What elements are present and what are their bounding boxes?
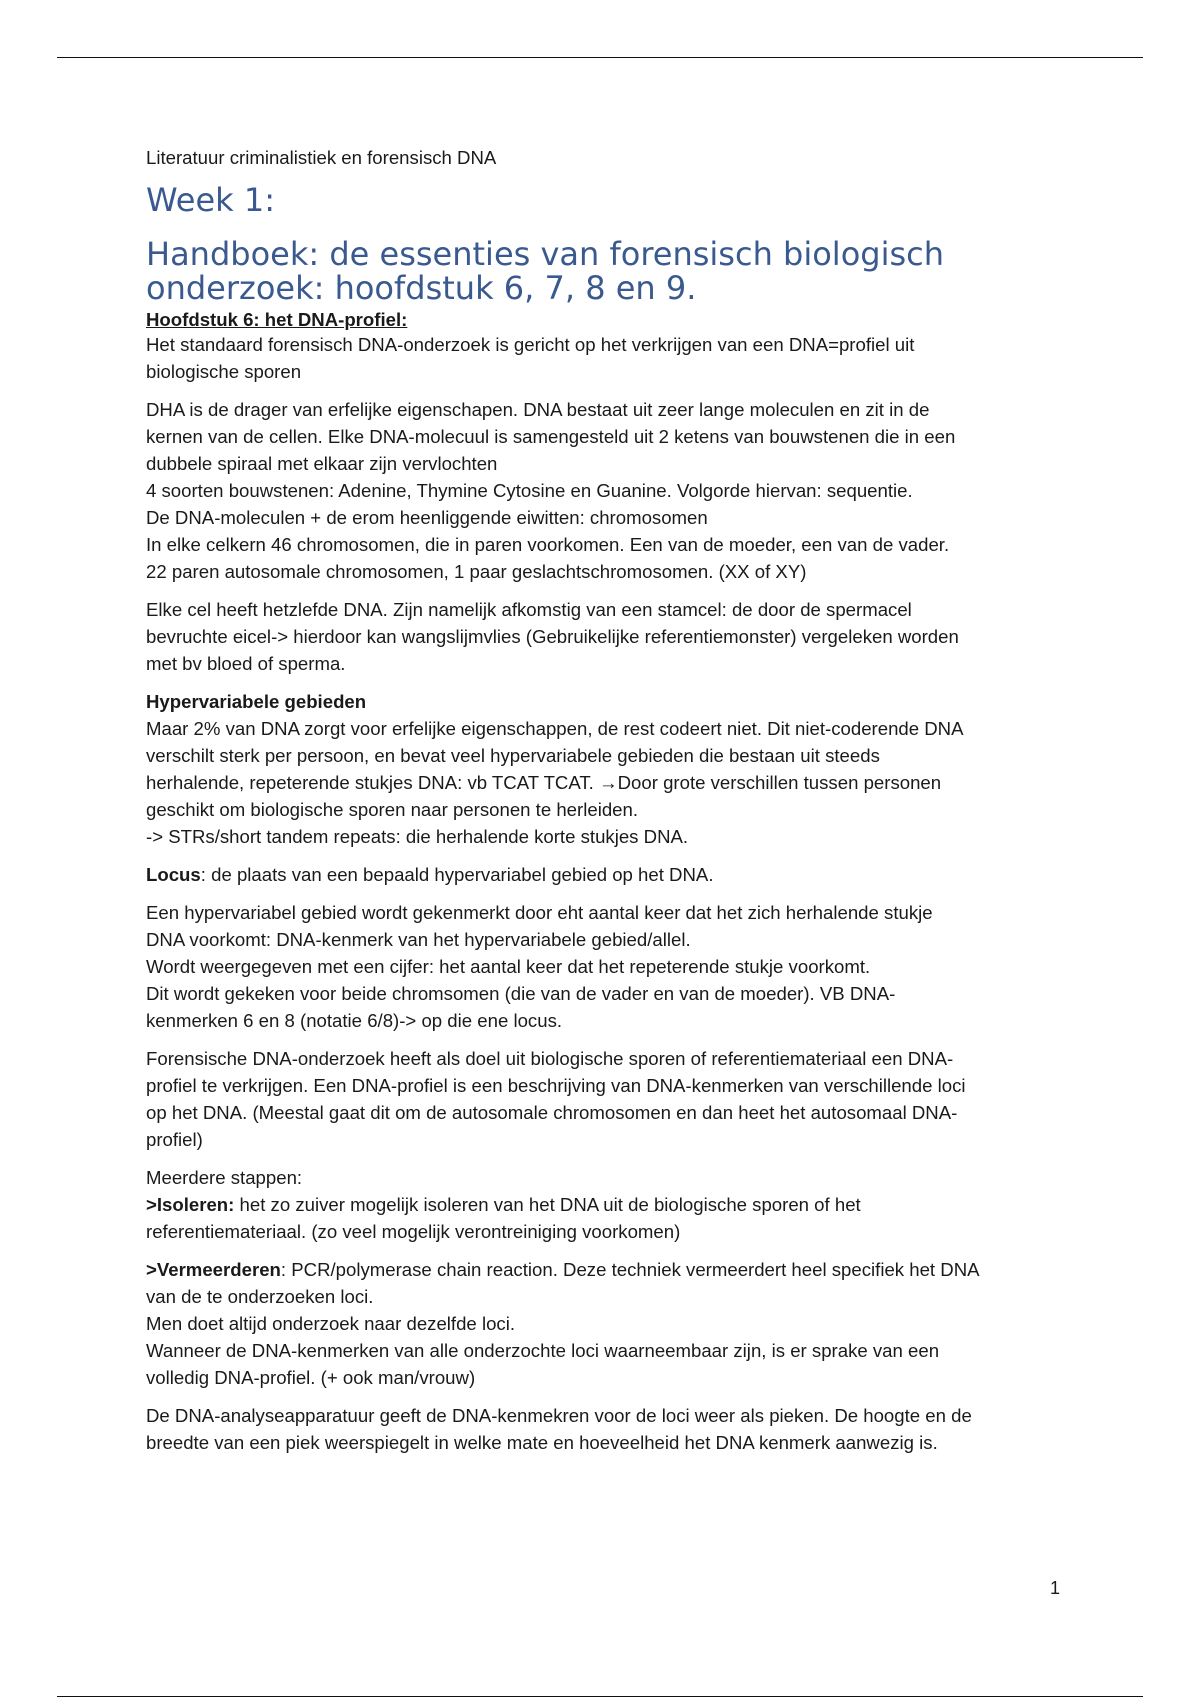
text-line: herhalende, repeterende stukjes DNA: vb TCAT TCAT. →Door grote verschillen tussen personen bbox=[146, 772, 942, 793]
text-line bbox=[146, 1256, 1066, 1283]
text-line: biologische sporen bbox=[146, 361, 302, 382]
heading-week: Week 1: bbox=[146, 181, 275, 219]
text-line: verschilt sterk per persoon, en bevat veel hypervariabele gebieden die bestaan uit steeds bbox=[146, 745, 880, 766]
paragraph-locus bbox=[146, 861, 1066, 888]
paragraph-steps-isolate bbox=[146, 1164, 1066, 1245]
text-line: Men doet altijd onderzoek naar dezelfde loci. bbox=[146, 1313, 516, 1334]
text-line: bevruchte eicel-> hierdoor kan wangslijmvlies (Gebruikelijke referentiemonster) vergeleken worden bbox=[146, 626, 959, 647]
text-line: Maar 2% van DNA zorgt voor erfelijke eigenschappen, de rest codeert niet. Dit niet-coderende DNA bbox=[146, 718, 964, 739]
text-line: Forensische DNA-onderzoek heeft als doel uit biologische sporen of referentiemateriaal een DNA- bbox=[146, 1048, 954, 1069]
text-line: Een hypervariabel gebied wordt gekenmerkt door eht aantal keer dat het zich herhalende stukje bbox=[146, 902, 933, 923]
text-line: op het DNA. (Meestal gaat dit om de autosomale chromosomen en dan heet het autosomaal DNA- bbox=[146, 1102, 958, 1123]
text-line: referentiemateriaal. (zo veel mogelijk verontreiniging voorkomen) bbox=[146, 1221, 681, 1242]
isolate-text: het zo zuiver mogelijk isoleren van het DNA uit de biologische sporen of het bbox=[234, 1194, 861, 1215]
text-line: dubbele spiraal met elkaar zijn vervlochten bbox=[146, 453, 498, 474]
text-line: DHA is de drager van erfelijke eigenschapen. DNA bestaat uit zeer lange moleculen en zit in de bbox=[146, 399, 930, 420]
header-rule bbox=[57, 57, 1143, 58]
term-locus: Locus bbox=[146, 864, 201, 885]
paragraph-hypervariable bbox=[146, 715, 1066, 850]
heading-line: Handboek: de essenties van forensisch biologisch bbox=[146, 235, 945, 273]
text-line: 4 soorten bouwstenen: Adenine, Thymine Cytosine en Guanine. Volgorde hiervan: sequentie. bbox=[146, 480, 913, 501]
text-line: van de te onderzoeken loci. bbox=[146, 1286, 374, 1307]
text-line: Het standaard forensisch DNA-onderzoek is gericht op het verkrijgen van een DNA=profiel uit bbox=[146, 334, 915, 355]
text-line: Wordt weergegeven met een cijfer: het aantal keer dat het repeterende stukje voorkomt. bbox=[146, 956, 871, 977]
subheading-hypervariable: Hypervariabele gebieden bbox=[146, 691, 367, 712]
heading-line: onderzoek: hoofdstuk 6, 7, 8 en 9. bbox=[146, 269, 697, 307]
text-line: -> STRs/short tandem repeats: die herhalende korte stukjes DNA. bbox=[146, 826, 689, 847]
text-line: profiel te verkrijgen. Een DNA-profiel is een beschrijving van DNA-kenmerken van verschillende loci bbox=[146, 1075, 966, 1096]
text-line: kenmerken 6 en 8 (notatie 6/8)-> op die ene locus. bbox=[146, 1010, 563, 1031]
document-title: Literatuur criminalistiek en forensisch DNA bbox=[146, 147, 497, 168]
section-title: Hoofdstuk 6: het DNA-profiel: bbox=[146, 309, 408, 330]
text-line: Wanneer de DNA-kenmerken van alle onderzochte loci waarneembaar zijn, is er sprake van een bbox=[146, 1340, 940, 1361]
text-line: geschikt om biologische sporen naar personen te herleiden. bbox=[146, 799, 639, 820]
paragraph-intro bbox=[146, 331, 1066, 385]
text-line: DNA voorkomt: DNA-kenmerk van het hypervariabele gebied/allel. bbox=[146, 929, 691, 950]
page-number: 1 bbox=[1049, 1578, 1060, 1598]
multiply-text: : PCR/polymerase chain reaction. Deze techniek vermeerdert heel specifiek het DNA bbox=[280, 1259, 980, 1280]
text-line: Meerdere stappen: bbox=[146, 1167, 303, 1188]
heading-handbook bbox=[146, 237, 1066, 305]
paragraph-steps-multiply bbox=[146, 1256, 1066, 1391]
term-isolate: >Isoleren: bbox=[146, 1194, 235, 1215]
text-line: De DNA-analyseapparatuur geeft de DNA-kenmekren voor de loci weer als pieken. De hoogte en de bbox=[146, 1405, 972, 1426]
document-page bbox=[146, 144, 1066, 1467]
text-line: profiel) bbox=[146, 1129, 203, 1150]
paragraph-same-dna bbox=[146, 596, 1066, 677]
footer-rule bbox=[57, 1696, 1143, 1697]
paragraph-analysis bbox=[146, 1402, 1066, 1456]
text-line: breedte van een piek weerspiegelt in welke mate en hoeveelheid het DNA kenmerk aanwezig is. bbox=[146, 1432, 938, 1453]
paragraph-dna-profile bbox=[146, 1045, 1066, 1153]
text-line: kernen van de cellen. Elke DNA-molecuul is samengesteld uit 2 ketens van bouwstenen die in een bbox=[146, 426, 956, 447]
text-line: met bv bloed of sperma. bbox=[146, 653, 346, 674]
paragraph-allele bbox=[146, 899, 1066, 1034]
locus-definition: : de plaats van een bepaald hypervariabel gebied op het DNA. bbox=[200, 864, 714, 885]
text-line: Dit wordt gekeken voor beide chromsomen (die van de vader en van de moeder). VB DNA- bbox=[146, 983, 896, 1004]
text-line: volledig DNA-profiel. (+ ook man/vrouw) bbox=[146, 1367, 476, 1388]
text-line: 22 paren autosomale chromosomen, 1 paar geslachtschromosomen. (XX of XY) bbox=[146, 561, 807, 582]
text-line: De DNA-moleculen + de erom heenliggende eiwitten: chromosomen bbox=[146, 507, 708, 528]
text-line: In elke celkern 46 chromosomen, die in paren voorkomen. Een van de moeder, een van de vader. bbox=[146, 534, 950, 555]
text-line: Elke cel heeft hetzlefde DNA. Zijn namelijk afkomstig van een stamcel: de door de spermacel bbox=[146, 599, 912, 620]
text-line bbox=[146, 1191, 1066, 1218]
term-multiply: >Vermeerderen bbox=[146, 1259, 281, 1280]
paragraph-dna-basics bbox=[146, 396, 1066, 585]
